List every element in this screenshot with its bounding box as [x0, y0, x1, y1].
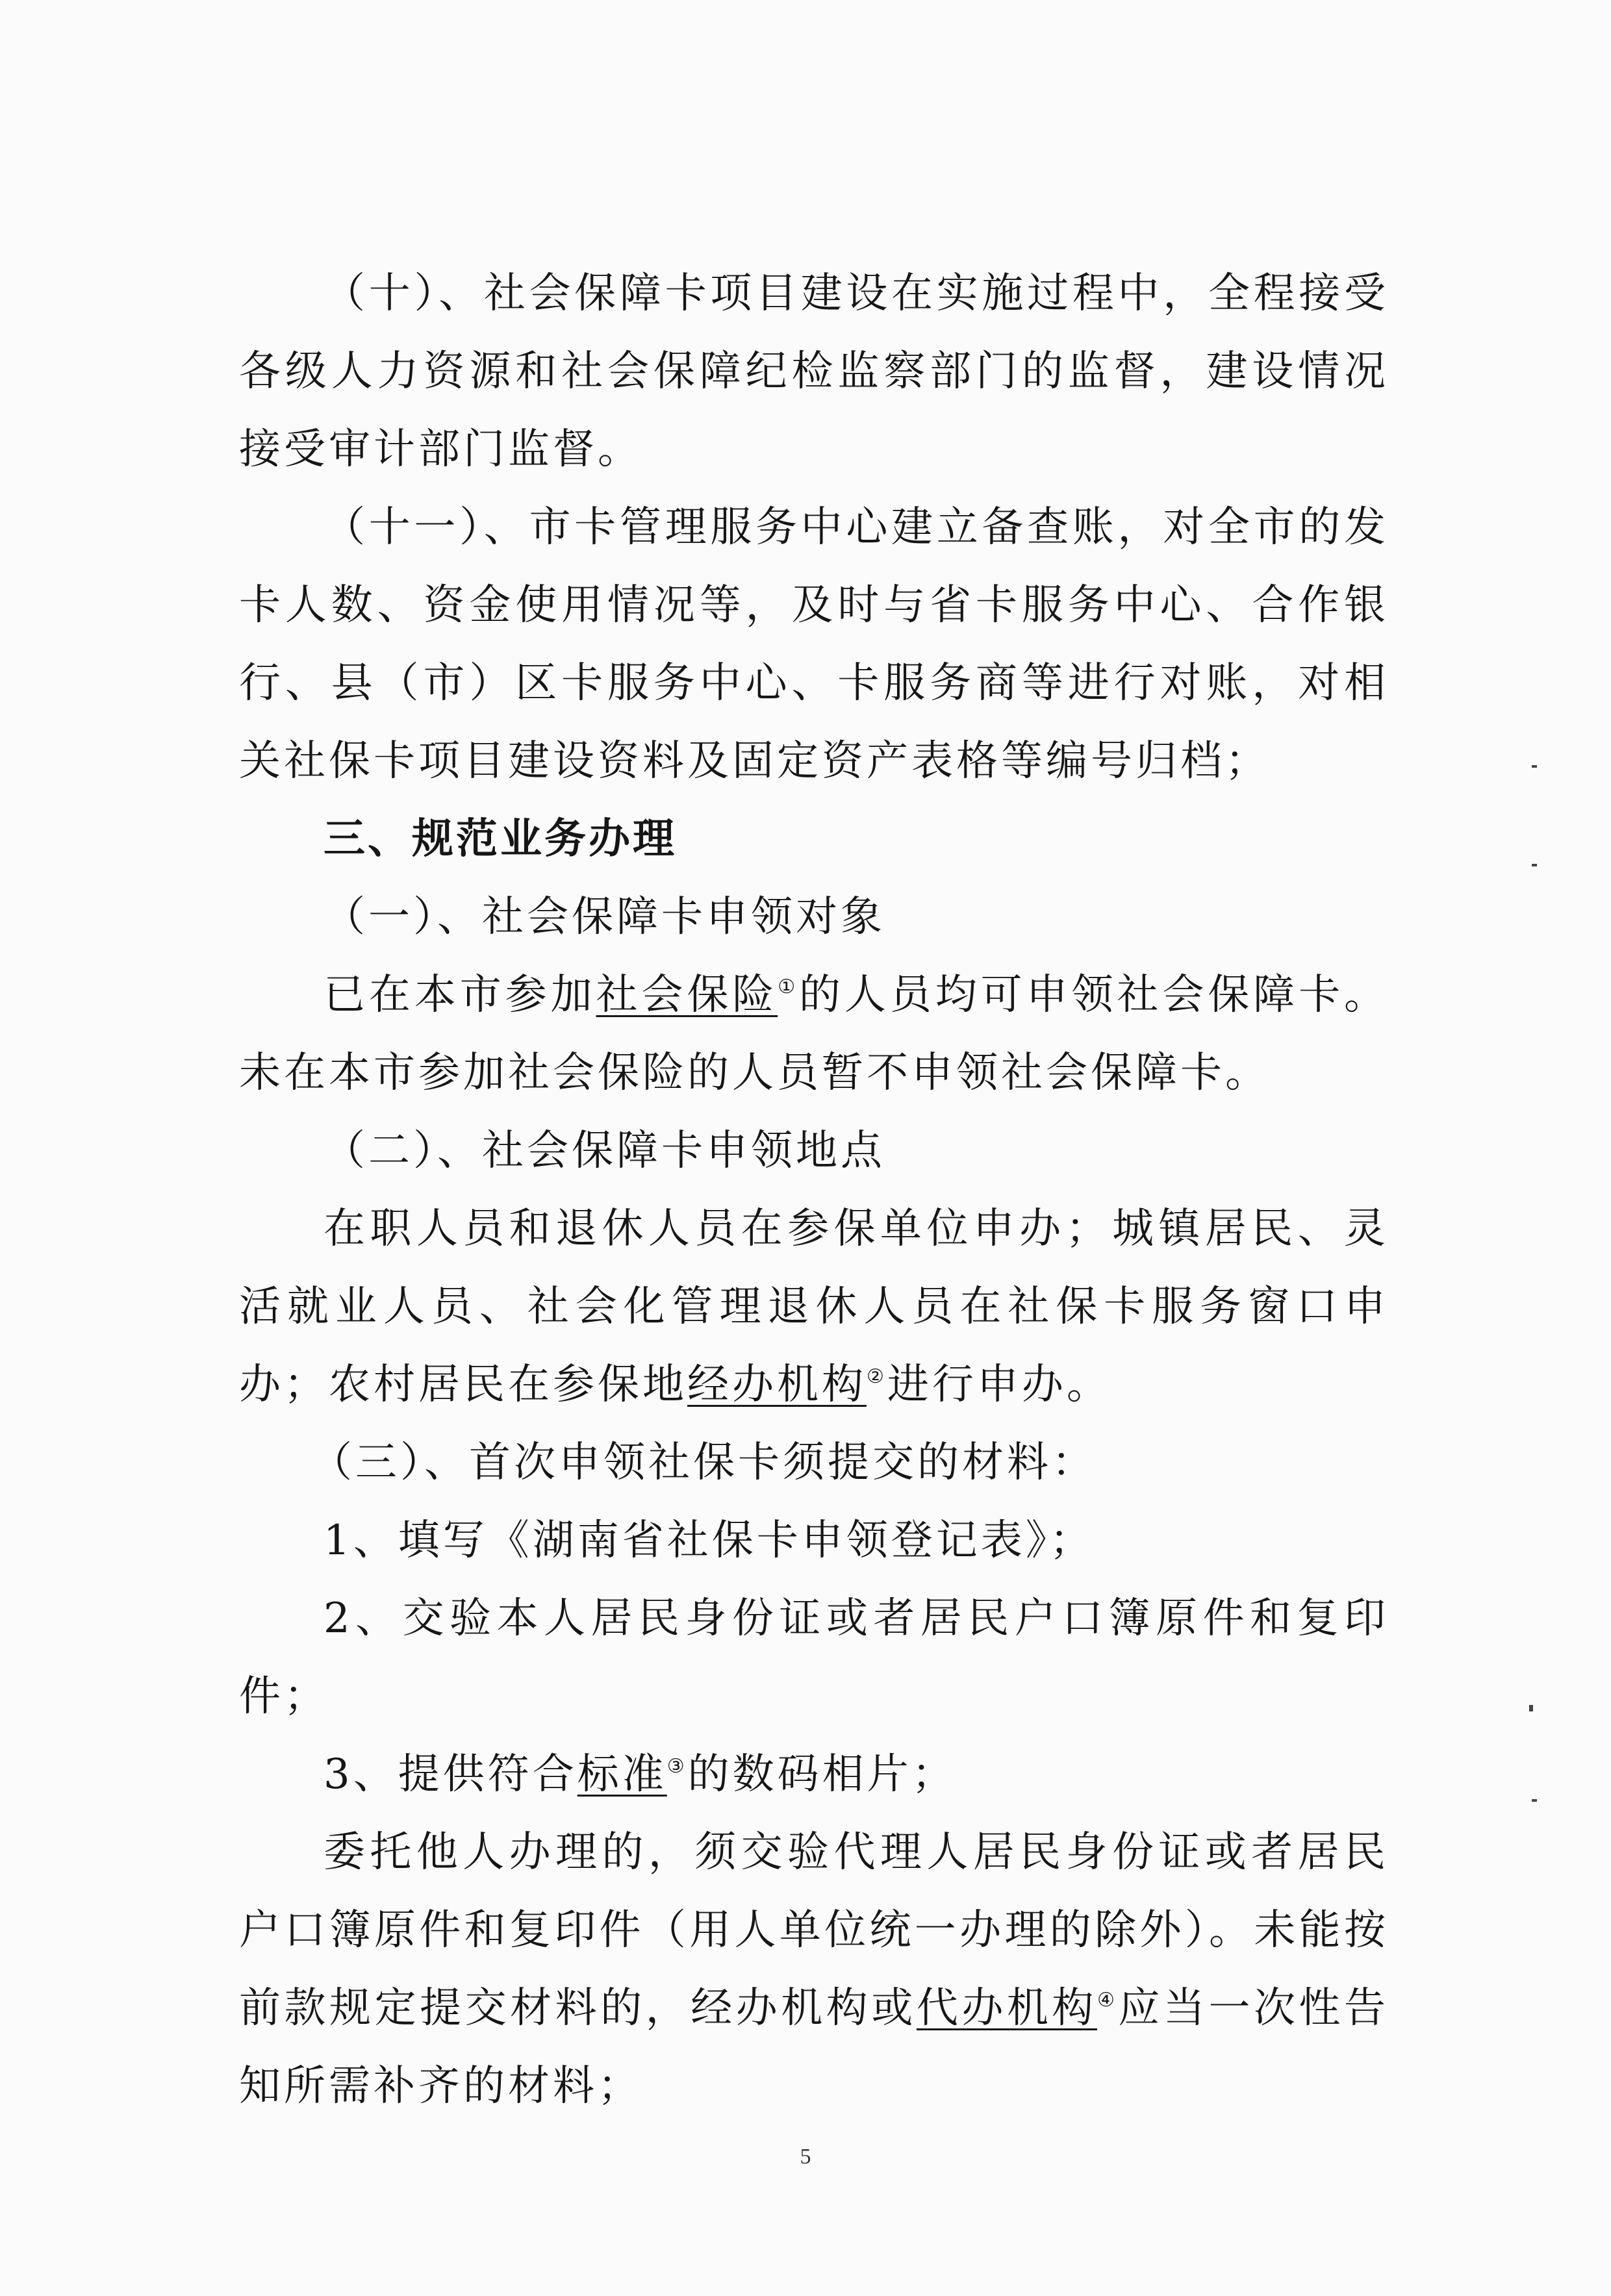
subsection-body-2	[239, 1190, 1389, 1424]
subsection-body-1	[239, 956, 1389, 1112]
scan-speck	[1532, 1799, 1537, 1802]
body-text-segment: 的数码相片；	[687, 1750, 957, 1798]
footnote-marker-4: ④	[1097, 1988, 1119, 2012]
body-text-segment: 的人员均可申领社会保障卡。未在本市参加社会保险的人员暂不申领社会保障卡。	[239, 971, 1389, 1097]
footnote-marker-2: ②	[867, 1365, 887, 1388]
page-number: 5	[800, 2145, 811, 2169]
scan-speck	[1532, 864, 1537, 866]
list-item-1: 1、填写《湖南省社保卡申领登记表》；	[323, 1517, 1095, 1565]
body-text-segment: 3、提供符合	[323, 1750, 577, 1798]
list-item-3	[239, 1735, 1389, 1813]
delegate-paragraph	[239, 1813, 1389, 2125]
body-text-segment: 进行申办。	[887, 1361, 1111, 1409]
footnote-marker-3: ③	[666, 1754, 688, 1778]
term-proxy-agency: 代办机构	[916, 1984, 1097, 2032]
body-text-segment: 在职人员和退休人员在参保单位申办；城镇居民、灵活就业人员、社会化管理退休人员在社保卡服务窗口申办；农村居民在参保地	[239, 1205, 1389, 1409]
document-body	[239, 255, 1389, 2125]
paragraph-item-11: （十一）、市卡管理服务中心建立备查账，对全市的发卡人数、资金使用情况等，及时与省卡服务中心、合作银行、县（市）区卡服务中心、卡服务商等进行对账，对相关社保卡项目建设资料及固定资产表格等编号归档；	[239, 503, 1389, 785]
subsection-title-2: （二）、社会保障卡申领地点	[323, 1127, 885, 1175]
body-text-segment: 委托他人办理的，须交验代理人居民身份证或者居民户口簿原件和复印件（用人单位统一办理的除外）。未能按前款规定提交材料的，经办机构或	[239, 1828, 1389, 2032]
subsection-title-1: （一）、社会保障卡申领对象	[323, 893, 885, 941]
term-agency: 经办机构	[687, 1361, 867, 1409]
paragraph-item-10: （十）、社会保障卡项目建设在实施过程中，全程接受各级人力资源和社会保障纪检监察部门的监督，建设情况接受审计部门监督。	[239, 270, 1389, 473]
footnote-marker-1: ①	[778, 975, 799, 998]
scan-speck	[1532, 765, 1537, 768]
body-text-segment: 应当一次性告知所需补齐的材料；	[239, 1984, 1389, 2110]
subsection-title-3: （三）、首次申领社保卡须提交的材料：	[311, 1439, 1097, 1487]
term-social-insurance: 社会保险	[596, 971, 778, 1019]
list-item-2: 2、交验本人居民身份证或者居民户口簿原件和复印件；	[239, 1595, 1389, 1721]
section-heading: 三、规范业务办理	[323, 815, 677, 863]
body-text-segment: 已在本市参加	[323, 971, 596, 1019]
scan-speck	[1529, 1705, 1533, 1711]
term-standard: 标准	[577, 1750, 667, 1798]
